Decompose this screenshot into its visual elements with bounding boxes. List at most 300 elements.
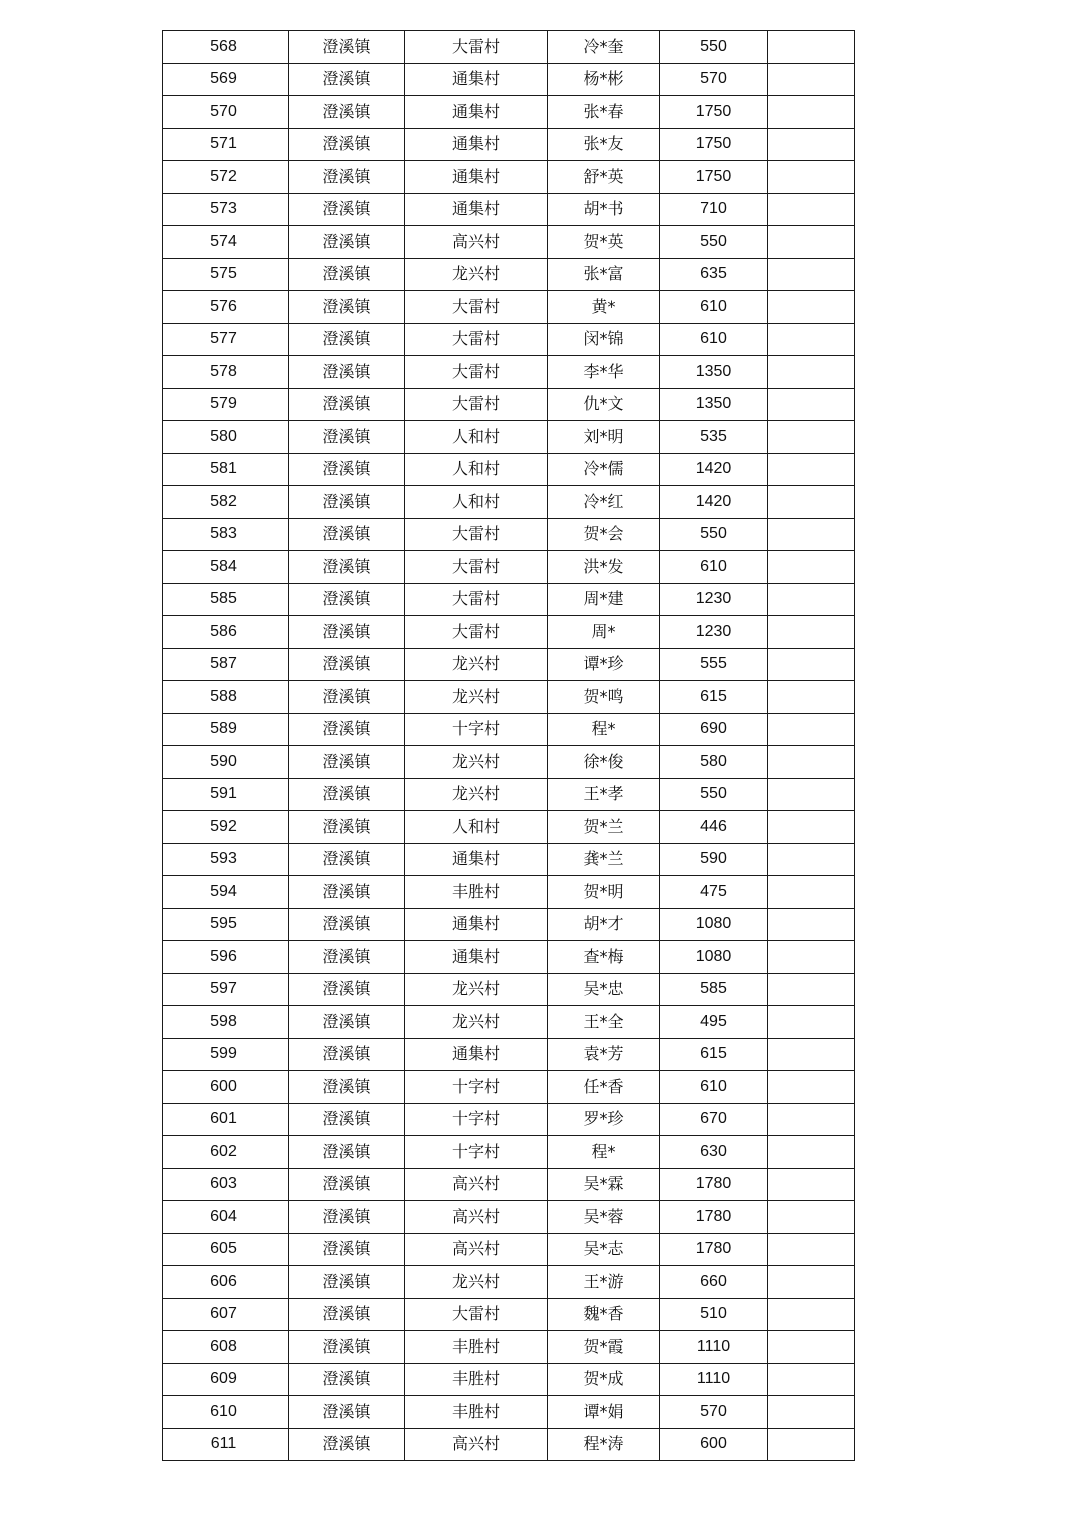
cell-number: 603	[163, 1168, 289, 1201]
table-row	[163, 518, 855, 551]
cell-name: 张*富	[548, 258, 660, 291]
cell-note	[768, 941, 855, 974]
table-row	[163, 681, 855, 714]
cell-note	[768, 63, 855, 96]
cell-number: 589	[163, 713, 289, 746]
cell-note	[768, 421, 855, 454]
cell-note	[768, 1103, 855, 1136]
cell-name: 罗*珍	[548, 1103, 660, 1136]
table-row	[163, 941, 855, 974]
cell-town: 澄溪镇	[289, 1168, 405, 1201]
cell-number: 586	[163, 616, 289, 649]
cell-name: 贺*明	[548, 876, 660, 909]
cell-amount: 570	[660, 63, 768, 96]
cell-village: 人和村	[405, 811, 548, 844]
cell-amount: 570	[660, 1396, 768, 1429]
table-row	[163, 1363, 855, 1396]
cell-village: 十字村	[405, 1071, 548, 1104]
cell-number: 606	[163, 1266, 289, 1299]
cell-name: 冷*奎	[548, 31, 660, 64]
cell-number: 574	[163, 226, 289, 259]
cell-name: 任*香	[548, 1071, 660, 1104]
cell-town: 澄溪镇	[289, 1428, 405, 1461]
cell-note	[768, 1396, 855, 1429]
cell-town: 澄溪镇	[289, 811, 405, 844]
cell-amount: 1350	[660, 388, 768, 421]
cell-number: 592	[163, 811, 289, 844]
cell-amount: 710	[660, 193, 768, 226]
cell-village: 通集村	[405, 843, 548, 876]
cell-village: 通集村	[405, 96, 548, 129]
cell-name: 闵*锦	[548, 323, 660, 356]
cell-amount: 615	[660, 1038, 768, 1071]
cell-amount: 610	[660, 551, 768, 584]
cell-town: 澄溪镇	[289, 453, 405, 486]
cell-number: 572	[163, 161, 289, 194]
cell-village: 高兴村	[405, 1233, 548, 1266]
cell-name: 查*梅	[548, 941, 660, 974]
cell-name: 贺*霞	[548, 1331, 660, 1364]
cell-note	[768, 518, 855, 551]
cell-amount: 1080	[660, 941, 768, 974]
cell-name: 洪*发	[548, 551, 660, 584]
cell-village: 通集村	[405, 63, 548, 96]
cell-amount: 615	[660, 681, 768, 714]
cell-name: 周*建	[548, 583, 660, 616]
cell-name: 魏*香	[548, 1298, 660, 1331]
table-row	[163, 1266, 855, 1299]
cell-note	[768, 746, 855, 779]
cell-name: 贺*会	[548, 518, 660, 551]
cell-amount: 580	[660, 746, 768, 779]
cell-number: 584	[163, 551, 289, 584]
cell-amount: 610	[660, 291, 768, 324]
cell-town: 澄溪镇	[289, 1298, 405, 1331]
cell-name: 李*华	[548, 356, 660, 389]
cell-number: 571	[163, 128, 289, 161]
cell-village: 大雷村	[405, 31, 548, 64]
cell-name: 吴*蓉	[548, 1201, 660, 1234]
cell-number: 581	[163, 453, 289, 486]
cell-town: 澄溪镇	[289, 648, 405, 681]
cell-note	[768, 973, 855, 1006]
cell-village: 通集村	[405, 941, 548, 974]
cell-amount: 585	[660, 973, 768, 1006]
cell-name: 谭*娟	[548, 1396, 660, 1429]
cell-number: 585	[163, 583, 289, 616]
cell-note	[768, 1331, 855, 1364]
cell-town: 澄溪镇	[289, 161, 405, 194]
table-row	[163, 1428, 855, 1461]
cell-town: 澄溪镇	[289, 1201, 405, 1234]
cell-town: 澄溪镇	[289, 486, 405, 519]
cell-name: 冷*儒	[548, 453, 660, 486]
cell-village: 大雷村	[405, 583, 548, 616]
cell-name: 胡*才	[548, 908, 660, 941]
cell-amount: 670	[660, 1103, 768, 1136]
cell-note	[768, 1298, 855, 1331]
cell-number: 576	[163, 291, 289, 324]
cell-village: 高兴村	[405, 1201, 548, 1234]
cell-town: 澄溪镇	[289, 973, 405, 1006]
cell-number: 588	[163, 681, 289, 714]
table-row	[163, 1136, 855, 1169]
cell-number: 610	[163, 1396, 289, 1429]
cell-town: 澄溪镇	[289, 1103, 405, 1136]
cell-amount: 610	[660, 1071, 768, 1104]
cell-note	[768, 551, 855, 584]
cell-note	[768, 1233, 855, 1266]
cell-number: 598	[163, 1006, 289, 1039]
cell-amount: 1110	[660, 1331, 768, 1364]
cell-town: 澄溪镇	[289, 1038, 405, 1071]
table-row	[163, 811, 855, 844]
cell-amount: 1230	[660, 616, 768, 649]
cell-name: 杨*彬	[548, 63, 660, 96]
cell-village: 丰胜村	[405, 1396, 548, 1429]
cell-town: 澄溪镇	[289, 941, 405, 974]
cell-number: 608	[163, 1331, 289, 1364]
cell-village: 十字村	[405, 1103, 548, 1136]
cell-name: 龚*兰	[548, 843, 660, 876]
cell-amount: 1780	[660, 1233, 768, 1266]
cell-name: 王*游	[548, 1266, 660, 1299]
cell-name: 仇*文	[548, 388, 660, 421]
cell-amount: 550	[660, 778, 768, 811]
cell-note	[768, 583, 855, 616]
cell-village: 大雷村	[405, 551, 548, 584]
cell-name: 谭*珍	[548, 648, 660, 681]
cell-number: 583	[163, 518, 289, 551]
table-row	[163, 1396, 855, 1429]
cell-town: 澄溪镇	[289, 713, 405, 746]
cell-town: 澄溪镇	[289, 1396, 405, 1429]
cell-town: 澄溪镇	[289, 388, 405, 421]
cell-village: 高兴村	[405, 1168, 548, 1201]
cell-number: 601	[163, 1103, 289, 1136]
cell-amount: 1420	[660, 453, 768, 486]
cell-name: 贺*成	[548, 1363, 660, 1396]
cell-number: 599	[163, 1038, 289, 1071]
table-row	[163, 843, 855, 876]
cell-town: 澄溪镇	[289, 421, 405, 454]
cell-name: 程*涛	[548, 1428, 660, 1461]
table-row	[163, 1331, 855, 1364]
cell-name: 徐*俊	[548, 746, 660, 779]
cell-town: 澄溪镇	[289, 291, 405, 324]
cell-village: 龙兴村	[405, 746, 548, 779]
cell-amount: 1780	[660, 1201, 768, 1234]
cell-number: 580	[163, 421, 289, 454]
cell-note	[768, 1363, 855, 1396]
cell-village: 龙兴村	[405, 648, 548, 681]
cell-number: 575	[163, 258, 289, 291]
cell-town: 澄溪镇	[289, 746, 405, 779]
cell-note	[768, 226, 855, 259]
cell-town: 澄溪镇	[289, 616, 405, 649]
table-row	[163, 453, 855, 486]
cell-town: 澄溪镇	[289, 1006, 405, 1039]
cell-number: 595	[163, 908, 289, 941]
table-row	[163, 648, 855, 681]
cell-note	[768, 258, 855, 291]
cell-name: 吴*志	[548, 1233, 660, 1266]
cell-amount: 1230	[660, 583, 768, 616]
cell-number: 609	[163, 1363, 289, 1396]
cell-amount: 1420	[660, 486, 768, 519]
cell-note	[768, 843, 855, 876]
cell-number: 591	[163, 778, 289, 811]
cell-village: 丰胜村	[405, 1363, 548, 1396]
cell-note	[768, 96, 855, 129]
cell-name: 舒*英	[548, 161, 660, 194]
cell-town: 澄溪镇	[289, 1071, 405, 1104]
cell-number: 596	[163, 941, 289, 974]
cell-village: 通集村	[405, 193, 548, 226]
cell-amount: 1750	[660, 96, 768, 129]
cell-note	[768, 388, 855, 421]
cell-number: 578	[163, 356, 289, 389]
cell-number: 590	[163, 746, 289, 779]
cell-number: 570	[163, 96, 289, 129]
cell-note	[768, 681, 855, 714]
cell-amount: 1750	[660, 128, 768, 161]
table-row	[163, 778, 855, 811]
cell-village: 大雷村	[405, 356, 548, 389]
cell-note	[768, 323, 855, 356]
cell-name: 周*	[548, 616, 660, 649]
table-row	[163, 96, 855, 129]
table-row	[163, 1038, 855, 1071]
cell-note	[768, 291, 855, 324]
cell-number: 600	[163, 1071, 289, 1104]
cell-village: 高兴村	[405, 1428, 548, 1461]
table-row	[163, 876, 855, 909]
table-row	[163, 1168, 855, 1201]
cell-note	[768, 811, 855, 844]
cell-village: 大雷村	[405, 323, 548, 356]
cell-town: 澄溪镇	[289, 876, 405, 909]
table-row	[163, 226, 855, 259]
table-row	[163, 128, 855, 161]
cell-number: 611	[163, 1428, 289, 1461]
cell-note	[768, 648, 855, 681]
cell-amount: 495	[660, 1006, 768, 1039]
table-row	[163, 291, 855, 324]
cell-name: 贺*鸣	[548, 681, 660, 714]
cell-number: 569	[163, 63, 289, 96]
cell-village: 十字村	[405, 713, 548, 746]
table-row	[163, 1233, 855, 1266]
cell-town: 澄溪镇	[289, 1233, 405, 1266]
table-row	[163, 616, 855, 649]
cell-note	[768, 1201, 855, 1234]
cell-number: 577	[163, 323, 289, 356]
cell-village: 十字村	[405, 1136, 548, 1169]
table-row	[163, 161, 855, 194]
cell-town: 澄溪镇	[289, 31, 405, 64]
table-row	[163, 973, 855, 1006]
cell-village: 龙兴村	[405, 258, 548, 291]
cell-village: 通集村	[405, 1038, 548, 1071]
cell-note	[768, 1071, 855, 1104]
table-row	[163, 1103, 855, 1136]
cell-name: 吴*忠	[548, 973, 660, 1006]
cell-note	[768, 908, 855, 941]
cell-name: 贺*兰	[548, 811, 660, 844]
cell-town: 澄溪镇	[289, 908, 405, 941]
cell-town: 澄溪镇	[289, 1136, 405, 1169]
cell-note	[768, 356, 855, 389]
cell-village: 龙兴村	[405, 681, 548, 714]
cell-note	[768, 453, 855, 486]
cell-village: 龙兴村	[405, 778, 548, 811]
cell-village: 丰胜村	[405, 876, 548, 909]
cell-name: 吴*霖	[548, 1168, 660, 1201]
cell-note	[768, 486, 855, 519]
cell-number: 587	[163, 648, 289, 681]
cell-amount: 630	[660, 1136, 768, 1169]
cell-village: 丰胜村	[405, 1331, 548, 1364]
cell-number: 579	[163, 388, 289, 421]
cell-village: 人和村	[405, 421, 548, 454]
cell-amount: 475	[660, 876, 768, 909]
cell-village: 通集村	[405, 128, 548, 161]
cell-village: 大雷村	[405, 388, 548, 421]
cell-town: 澄溪镇	[289, 843, 405, 876]
cell-note	[768, 31, 855, 64]
cell-note	[768, 1168, 855, 1201]
cell-name: 刘*明	[548, 421, 660, 454]
table-row	[163, 193, 855, 226]
cell-amount: 635	[660, 258, 768, 291]
cell-number: 593	[163, 843, 289, 876]
cell-number: 607	[163, 1298, 289, 1331]
table-row	[163, 583, 855, 616]
cell-amount: 1110	[660, 1363, 768, 1396]
cell-number: 604	[163, 1201, 289, 1234]
table-row	[163, 323, 855, 356]
table-row	[163, 746, 855, 779]
table-row	[163, 63, 855, 96]
table-row	[163, 258, 855, 291]
cell-amount: 555	[660, 648, 768, 681]
cell-town: 澄溪镇	[289, 258, 405, 291]
cell-amount: 600	[660, 1428, 768, 1461]
cell-name: 程*	[548, 1136, 660, 1169]
cell-name: 贺*英	[548, 226, 660, 259]
cell-name: 程*	[548, 713, 660, 746]
cell-village: 大雷村	[405, 291, 548, 324]
cell-village: 高兴村	[405, 226, 548, 259]
table-row	[163, 908, 855, 941]
table-row	[163, 1071, 855, 1104]
cell-town: 澄溪镇	[289, 1331, 405, 1364]
cell-town: 澄溪镇	[289, 551, 405, 584]
cell-amount: 610	[660, 323, 768, 356]
table-body	[163, 31, 855, 1461]
cell-note	[768, 1038, 855, 1071]
cell-name: 张*春	[548, 96, 660, 129]
cell-note	[768, 161, 855, 194]
cell-village: 人和村	[405, 453, 548, 486]
table-row	[163, 713, 855, 746]
cell-amount: 550	[660, 31, 768, 64]
cell-name: 冷*红	[548, 486, 660, 519]
cell-village: 龙兴村	[405, 973, 548, 1006]
table-row	[163, 1201, 855, 1234]
cell-village: 大雷村	[405, 616, 548, 649]
cell-village: 龙兴村	[405, 1006, 548, 1039]
cell-number: 602	[163, 1136, 289, 1169]
table-row	[163, 551, 855, 584]
cell-note	[768, 1006, 855, 1039]
cell-amount: 1750	[660, 161, 768, 194]
cell-number: 568	[163, 31, 289, 64]
cell-town: 澄溪镇	[289, 583, 405, 616]
cell-note	[768, 616, 855, 649]
table-row	[163, 388, 855, 421]
cell-number: 594	[163, 876, 289, 909]
cell-amount: 510	[660, 1298, 768, 1331]
cell-number: 582	[163, 486, 289, 519]
cell-name: 袁*芳	[548, 1038, 660, 1071]
cell-village: 大雷村	[405, 518, 548, 551]
cell-note	[768, 128, 855, 161]
cell-amount: 550	[660, 518, 768, 551]
cell-village: 通集村	[405, 161, 548, 194]
cell-town: 澄溪镇	[289, 128, 405, 161]
cell-village: 大雷村	[405, 1298, 548, 1331]
data-table	[162, 30, 855, 1461]
cell-town: 澄溪镇	[289, 193, 405, 226]
cell-name: 黄*	[548, 291, 660, 324]
cell-note	[768, 876, 855, 909]
cell-village: 通集村	[405, 908, 548, 941]
cell-number: 597	[163, 973, 289, 1006]
table-row	[163, 1006, 855, 1039]
cell-village: 龙兴村	[405, 1266, 548, 1299]
cell-amount: 446	[660, 811, 768, 844]
table-row	[163, 1298, 855, 1331]
cell-town: 澄溪镇	[289, 518, 405, 551]
cell-town: 澄溪镇	[289, 226, 405, 259]
cell-note	[768, 1136, 855, 1169]
cell-town: 澄溪镇	[289, 778, 405, 811]
cell-note	[768, 193, 855, 226]
cell-amount: 1080	[660, 908, 768, 941]
cell-note	[768, 713, 855, 746]
cell-name: 张*友	[548, 128, 660, 161]
table-row	[163, 31, 855, 64]
cell-amount: 1780	[660, 1168, 768, 1201]
cell-town: 澄溪镇	[289, 681, 405, 714]
table-row	[163, 421, 855, 454]
cell-amount: 590	[660, 843, 768, 876]
cell-town: 澄溪镇	[289, 1363, 405, 1396]
cell-town: 澄溪镇	[289, 1266, 405, 1299]
cell-name: 胡*书	[548, 193, 660, 226]
cell-number: 573	[163, 193, 289, 226]
cell-number: 605	[163, 1233, 289, 1266]
cell-town: 澄溪镇	[289, 323, 405, 356]
cell-note	[768, 1266, 855, 1299]
cell-note	[768, 778, 855, 811]
table-row	[163, 356, 855, 389]
cell-town: 澄溪镇	[289, 356, 405, 389]
cell-name: 王*孝	[548, 778, 660, 811]
cell-amount: 690	[660, 713, 768, 746]
